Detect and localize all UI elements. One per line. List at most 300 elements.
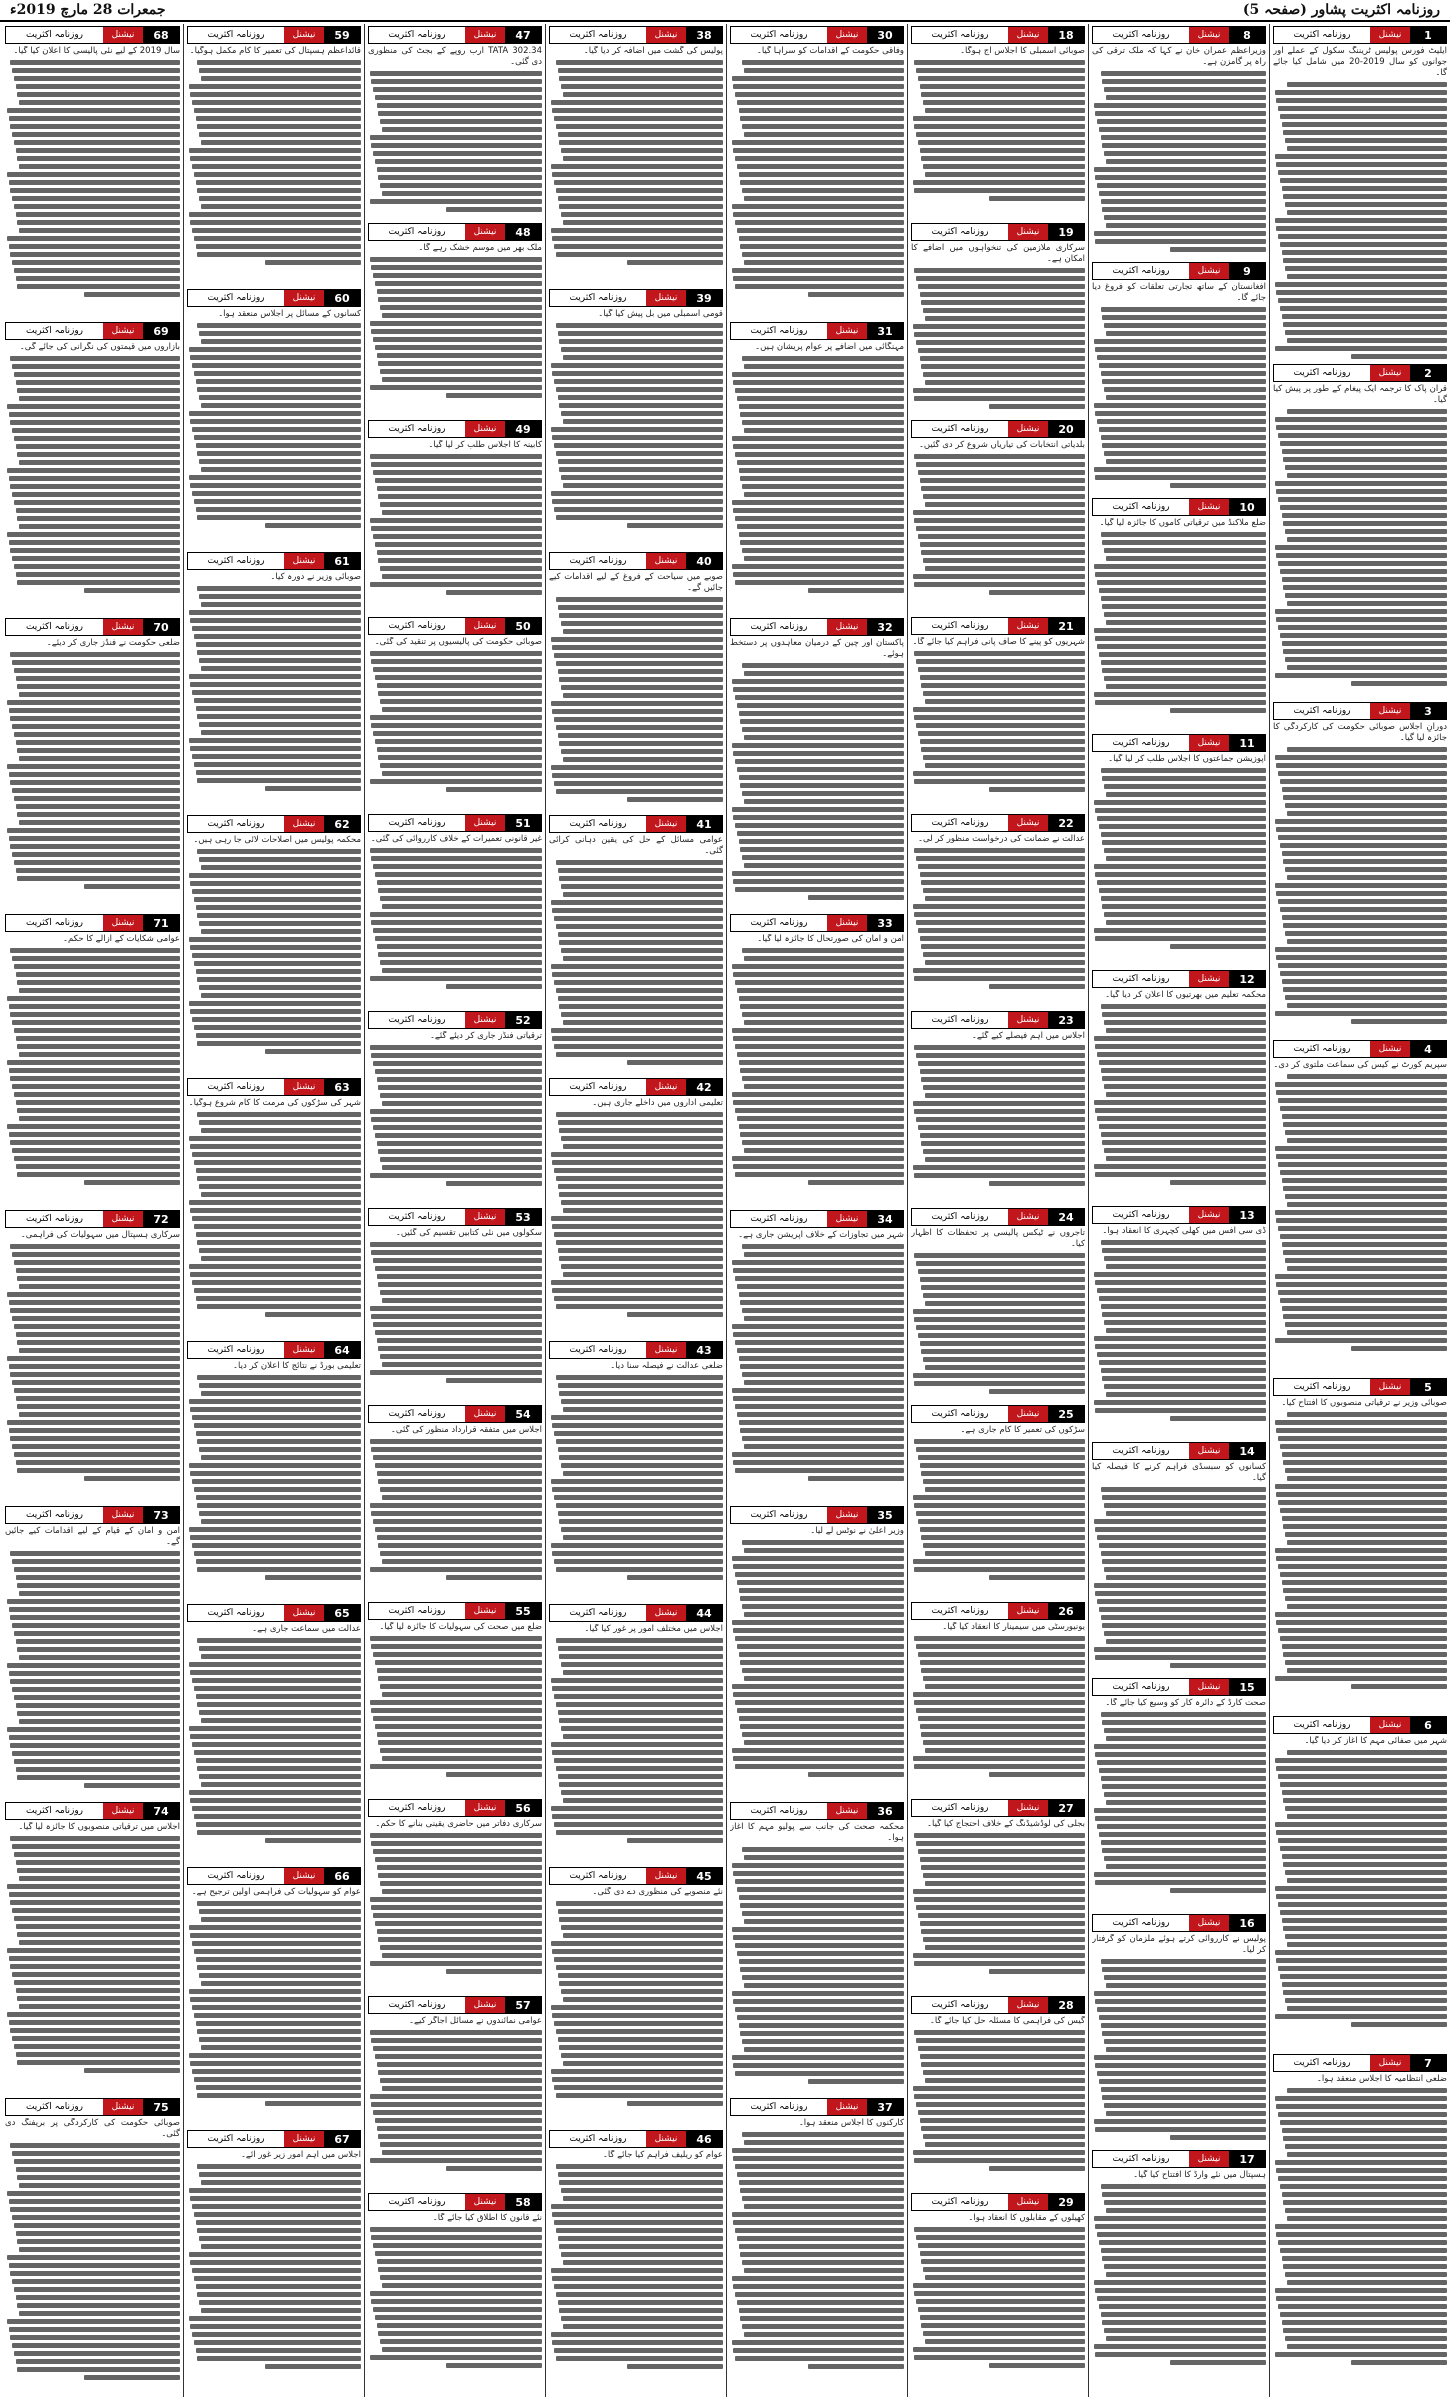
text-line xyxy=(16,676,181,681)
text-line xyxy=(189,1662,361,1667)
item-header-bar xyxy=(187,1604,361,1622)
text-line xyxy=(12,68,180,73)
news-item xyxy=(1273,1040,1447,1374)
body-text-block xyxy=(368,1241,542,1384)
text-line xyxy=(10,1140,180,1145)
text-line xyxy=(1283,258,1447,263)
text-line xyxy=(1280,2312,1447,2317)
item-header-bar xyxy=(187,289,361,307)
body-text-block xyxy=(368,453,542,596)
text-line xyxy=(558,996,723,1001)
item-brand-label: روزنامہ اکثریت xyxy=(188,1079,284,1095)
text-line xyxy=(7,1420,180,1425)
text-line xyxy=(1276,226,1447,231)
text-line xyxy=(84,292,180,297)
text-line xyxy=(17,1932,180,1937)
text-line xyxy=(382,1559,542,1564)
text-line xyxy=(918,1455,1085,1460)
text-line xyxy=(1278,2304,1447,2309)
text-line xyxy=(1102,443,1266,448)
text-line xyxy=(735,580,904,585)
text-line xyxy=(1275,1548,1447,1553)
text-line xyxy=(371,2235,542,2240)
item-tag: نیشنل xyxy=(827,323,867,339)
text-line xyxy=(744,1148,904,1153)
text-line xyxy=(16,2359,181,2364)
text-line xyxy=(12,196,180,201)
text-line xyxy=(1280,1508,1447,1513)
item-tag: نیشنل xyxy=(284,1868,324,1884)
item-lead-text: کارکنوں کا اجلاس منعقد ہوا۔ xyxy=(798,2118,904,2128)
item-tag: نیشنل xyxy=(827,1211,867,1227)
text-line xyxy=(1102,2031,1266,2036)
text-line xyxy=(1278,561,1447,566)
text-line xyxy=(9,1004,181,1009)
text-line xyxy=(1282,1242,1447,1247)
text-line xyxy=(1097,183,1266,188)
text-line xyxy=(1285,529,1447,534)
text-line xyxy=(1101,1304,1266,1309)
news-column xyxy=(545,24,726,2397)
text-line xyxy=(1276,1958,1447,1963)
body-text-block xyxy=(368,256,542,399)
news-item xyxy=(549,1341,723,1600)
text-line xyxy=(733,1036,904,1041)
text-line xyxy=(197,1041,361,1046)
text-line xyxy=(189,411,361,416)
item-header-bar xyxy=(1273,1716,1447,1734)
text-line xyxy=(16,1639,181,1644)
text-line xyxy=(742,1308,904,1313)
text-line xyxy=(733,1935,904,1940)
text-line xyxy=(377,1732,542,1737)
text-line xyxy=(556,1567,723,1572)
text-line xyxy=(554,244,723,249)
item-header-bar xyxy=(368,617,542,635)
text-line xyxy=(380,566,542,571)
text-line xyxy=(923,494,1085,499)
body-text-block xyxy=(1092,1239,1266,1422)
text-line xyxy=(559,1718,723,1723)
item-header-bar xyxy=(911,2193,1085,2211)
text-line xyxy=(382,1692,542,1697)
text-line xyxy=(189,1399,361,1404)
item-tag: نیشنل xyxy=(103,915,143,931)
text-line xyxy=(737,228,904,233)
text-line xyxy=(556,2292,723,2297)
text-line xyxy=(552,2077,723,2082)
text-line xyxy=(9,180,181,185)
text-line xyxy=(923,100,1085,105)
text-line xyxy=(377,2126,542,2131)
text-line xyxy=(921,364,1085,369)
text-line xyxy=(377,1668,542,1673)
text-line xyxy=(1285,657,1447,662)
item-header-bar xyxy=(1092,970,1266,988)
item-header-bar xyxy=(730,618,904,636)
news-item xyxy=(5,322,180,614)
text-line xyxy=(1094,1991,1266,1996)
text-line xyxy=(556,451,723,456)
item-brand-label: روزنامہ اکثریت xyxy=(912,618,1008,634)
text-line xyxy=(733,879,904,884)
text-line xyxy=(10,780,180,785)
item-number: 69 xyxy=(143,323,179,339)
text-line xyxy=(1285,1660,1447,1665)
item-lead-text: عدالت نے ضمانت کی درخواست منظور کر لی۔ xyxy=(918,834,1085,844)
text-line xyxy=(558,331,723,336)
text-line xyxy=(559,1391,723,1396)
text-line xyxy=(19,2183,180,2188)
text-line xyxy=(989,1969,1085,1974)
item-header-bar xyxy=(730,1210,904,1228)
text-line xyxy=(918,731,1085,736)
text-line xyxy=(1285,1468,1447,1473)
text-line xyxy=(559,1782,723,1787)
text-line xyxy=(196,244,361,249)
text-line xyxy=(1106,331,1266,336)
text-line xyxy=(1278,1500,1447,1505)
item-tag: نیشنل xyxy=(465,618,505,634)
text-line xyxy=(1095,111,1266,116)
item-lead-text: کھیلوں کے مقابلوں کا انعقاد ہوا۔ xyxy=(968,2213,1085,2223)
text-line xyxy=(199,722,361,727)
text-line xyxy=(923,1085,1085,1090)
text-line xyxy=(554,2348,723,2353)
text-line xyxy=(1285,330,1447,335)
text-line xyxy=(7,700,180,705)
text-line xyxy=(913,1309,1085,1314)
text-line xyxy=(808,895,904,900)
item-tag: نیشنل xyxy=(103,1211,143,1227)
text-line xyxy=(371,1250,542,1255)
news-item xyxy=(1273,1716,1447,2050)
text-line xyxy=(1104,848,1266,853)
text-line xyxy=(12,724,180,729)
body-text-block xyxy=(5,947,180,1186)
text-line xyxy=(12,1380,180,1385)
text-line xyxy=(554,1957,723,1962)
body-text-block xyxy=(911,2029,1085,2172)
text-line xyxy=(1280,1974,1447,1979)
item-number: 19 xyxy=(1048,224,1084,240)
text-line xyxy=(1282,513,1447,518)
text-line xyxy=(733,1268,904,1273)
text-line xyxy=(201,2244,361,2249)
text-line xyxy=(739,172,904,177)
text-line xyxy=(1097,1599,1266,1604)
text-line xyxy=(1285,266,1447,271)
text-line xyxy=(739,404,904,409)
text-line xyxy=(7,1124,180,1129)
item-lead-text: ضلع میں صحت کی سہولیات کا جائزہ لیا گیا۔ xyxy=(379,1622,542,1632)
text-line xyxy=(446,1575,542,1580)
item-tag: نیشنل xyxy=(646,1868,686,1884)
text-line xyxy=(925,1093,1085,1098)
text-line xyxy=(199,1120,361,1125)
text-line xyxy=(1094,1036,1266,1041)
item-tag: نیشنل xyxy=(1189,263,1229,279)
text-line xyxy=(923,755,1085,760)
text-line xyxy=(552,1686,723,1691)
item-tag: نیشنل xyxy=(646,2131,686,2147)
text-line xyxy=(192,363,361,368)
text-line xyxy=(1282,122,1447,127)
text-line xyxy=(197,1375,361,1380)
item-number: 5 xyxy=(1410,1379,1446,1395)
body-text-block xyxy=(368,70,542,213)
text-line xyxy=(370,2030,542,2035)
text-line xyxy=(1102,143,1266,148)
text-line xyxy=(19,1591,180,1596)
text-line xyxy=(7,172,180,177)
text-line xyxy=(1095,1591,1266,1596)
text-line xyxy=(375,542,542,547)
item-tag: نیشنل xyxy=(1370,1717,1410,1733)
text-line xyxy=(808,1772,904,1777)
text-line xyxy=(12,2036,180,2041)
text-line xyxy=(9,772,181,777)
text-line xyxy=(1104,1256,1266,1261)
text-line xyxy=(913,2150,1085,2155)
text-line xyxy=(1095,2224,1266,2229)
text-line xyxy=(923,888,1085,893)
text-line xyxy=(1275,1676,1447,1681)
text-line xyxy=(371,1053,542,1058)
text-line xyxy=(9,1671,181,1676)
text-line xyxy=(737,1951,904,1956)
text-line xyxy=(1102,1376,1266,1381)
item-header-bar xyxy=(911,26,1085,44)
news-item xyxy=(1092,262,1266,494)
text-line xyxy=(1106,2047,1266,2052)
text-line xyxy=(744,2204,904,2209)
text-line xyxy=(1102,1076,1266,1081)
text-line xyxy=(737,100,904,105)
text-line xyxy=(1351,2022,1447,2027)
text-line xyxy=(558,395,723,400)
text-line xyxy=(561,1264,723,1269)
text-line xyxy=(373,2307,542,2312)
text-line xyxy=(742,1436,904,1441)
text-line xyxy=(556,1112,723,1117)
text-line xyxy=(739,839,904,844)
text-line xyxy=(739,1895,904,1900)
item-tag: نیشنل xyxy=(1370,1379,1410,1395)
text-line xyxy=(918,1519,1085,1524)
text-line xyxy=(559,1455,723,1460)
item-lead-text: ترقیاتی فنڈز جاری کر دیئے گئے۔ xyxy=(429,1031,542,1041)
text-line xyxy=(1095,239,1266,244)
item-lead-text: محکمہ تعلیم میں بھرتیوں کا اعلان کر دیا گیا۔ xyxy=(1105,990,1266,1000)
item-lead-text: صوبے میں سیاحت کے فروغ کے لیے اقدامات کیے جائیں گے۔ xyxy=(549,572,723,593)
item-header-bar xyxy=(549,26,723,44)
item-brand-label: روزنامہ اکثریت xyxy=(731,27,827,43)
text-line xyxy=(744,260,904,265)
item-number: 23 xyxy=(1048,1012,1084,1028)
text-line xyxy=(14,964,180,969)
text-line xyxy=(1095,872,1266,877)
text-line xyxy=(1282,250,1447,255)
text-line xyxy=(735,156,904,161)
text-line xyxy=(1280,1298,1447,1303)
text-line xyxy=(1351,354,1447,359)
text-line xyxy=(1280,1444,1447,1449)
text-line xyxy=(925,502,1085,507)
text-line xyxy=(1104,451,1266,456)
text-line xyxy=(1094,2344,1266,2349)
item-header-bar xyxy=(549,1341,723,1359)
item-lead-text: پاکستان اور چین کے درمیان معاہدوں پر دستخط ہوئے۔ xyxy=(730,638,904,659)
text-line xyxy=(1094,1164,1266,1169)
text-line xyxy=(558,1909,723,1914)
text-line xyxy=(1275,346,1447,351)
text-line xyxy=(1102,1495,1266,1500)
body-text-block xyxy=(5,59,180,298)
item-lead-text: 302.34 TATA ارب روپے کے بجٹ کی منظوری دی گئی۔ xyxy=(368,46,542,67)
text-line xyxy=(12,2279,180,2284)
text-line xyxy=(382,968,542,973)
text-line xyxy=(563,1997,723,2002)
item-tag: نیشنل xyxy=(1008,224,1048,240)
text-line xyxy=(556,1638,723,1643)
text-line xyxy=(1099,1124,1266,1129)
item-tag: نیشنل xyxy=(1008,815,1048,831)
text-line xyxy=(733,751,904,756)
text-line xyxy=(370,912,542,917)
text-line xyxy=(742,548,904,553)
item-brand-label: روزنامہ اکثریت xyxy=(731,1507,827,1523)
text-line xyxy=(1276,955,1447,960)
text-line xyxy=(552,236,723,241)
text-line xyxy=(1276,553,1447,558)
text-line xyxy=(740,1660,904,1665)
text-line xyxy=(1094,1808,1266,1813)
body-text-block xyxy=(187,1637,361,1844)
text-line xyxy=(732,1991,904,1996)
text-line xyxy=(740,540,904,545)
text-line xyxy=(556,1766,723,1771)
text-line xyxy=(732,1028,904,1033)
item-number: 2 xyxy=(1410,365,1446,381)
text-line xyxy=(370,1897,542,1902)
text-line xyxy=(9,1132,181,1137)
text-line xyxy=(740,1428,904,1433)
text-line xyxy=(84,1783,180,1788)
body-text-block xyxy=(1092,1486,1266,1669)
text-line xyxy=(7,1356,180,1361)
text-line xyxy=(375,345,542,350)
text-line xyxy=(16,2295,181,2300)
text-line xyxy=(370,1961,542,1966)
text-line xyxy=(916,1325,1085,1330)
text-line xyxy=(14,1452,180,1457)
text-line xyxy=(380,1487,542,1492)
text-line xyxy=(742,727,904,732)
body-text-block xyxy=(1273,2087,1447,2366)
text-line xyxy=(196,1296,361,1301)
text-line xyxy=(197,1638,361,1643)
text-line xyxy=(563,629,723,634)
text-line xyxy=(197,1176,361,1181)
text-line xyxy=(377,1077,542,1082)
item-header-bar xyxy=(187,1867,361,1885)
text-line xyxy=(1276,2168,1447,2173)
text-line xyxy=(1280,907,1447,912)
text-line xyxy=(7,996,180,1001)
text-line xyxy=(197,1830,361,1835)
item-tag: نیشنل xyxy=(284,2131,324,2147)
text-line xyxy=(382,904,542,909)
text-line xyxy=(916,2038,1085,2043)
text-line xyxy=(14,1092,180,1097)
text-line xyxy=(740,847,904,852)
text-line xyxy=(735,92,904,97)
text-line xyxy=(744,1084,904,1089)
text-line xyxy=(559,1654,723,1659)
text-line xyxy=(742,1540,904,1545)
item-number: 27 xyxy=(1048,1800,1084,1816)
text-line xyxy=(377,1535,542,1540)
text-line xyxy=(12,852,180,857)
text-line xyxy=(19,1052,180,1057)
item-tag: نیشنل xyxy=(646,816,686,832)
news-column xyxy=(2,24,183,2397)
text-line xyxy=(732,1556,904,1561)
text-line xyxy=(732,1684,904,1689)
text-line xyxy=(914,2094,1085,2099)
text-line xyxy=(1282,186,1447,191)
text-line xyxy=(378,1873,542,1878)
text-line xyxy=(1104,2328,1266,2333)
news-item xyxy=(1273,364,1447,698)
text-line xyxy=(1106,1092,1266,1097)
text-line xyxy=(740,1903,904,1908)
text-line xyxy=(378,952,542,957)
text-line xyxy=(1287,939,1447,944)
text-line xyxy=(1104,784,1266,789)
text-line xyxy=(1276,1218,1447,1223)
item-lead-text: عوامی نمائندوں نے مسائل اجاگر کیے۔ xyxy=(409,2016,542,2026)
text-line xyxy=(551,1415,723,1420)
text-line xyxy=(371,1511,542,1516)
text-line xyxy=(197,124,361,129)
text-line xyxy=(916,1841,1085,1846)
item-brand-label: روزنامہ اکثریت xyxy=(188,553,284,569)
text-line xyxy=(1101,2248,1266,2253)
text-line xyxy=(192,2069,361,2074)
text-line xyxy=(739,468,904,473)
text-line xyxy=(563,1144,723,1149)
item-brand-label: روزنامہ اکثریت xyxy=(369,1406,465,1422)
item-brand-label: روزنامہ اکثریت xyxy=(550,816,646,832)
text-line xyxy=(556,188,723,193)
text-line xyxy=(740,412,904,417)
text-line xyxy=(913,1373,1085,1378)
text-line xyxy=(1095,411,1266,416)
text-line xyxy=(14,2287,180,2292)
text-line xyxy=(382,707,542,712)
text-line xyxy=(194,499,361,504)
masthead xyxy=(0,0,1450,22)
text-line xyxy=(551,100,723,105)
text-line xyxy=(192,754,361,759)
item-header-bar xyxy=(368,1602,542,1620)
text-line xyxy=(1095,2288,1266,2293)
item-lead-text: صوبائی حکومت کی پالیسیوں پر تنقید کی گئی۔ xyxy=(374,637,542,647)
text-line xyxy=(375,2118,542,2123)
text-line xyxy=(921,156,1085,161)
